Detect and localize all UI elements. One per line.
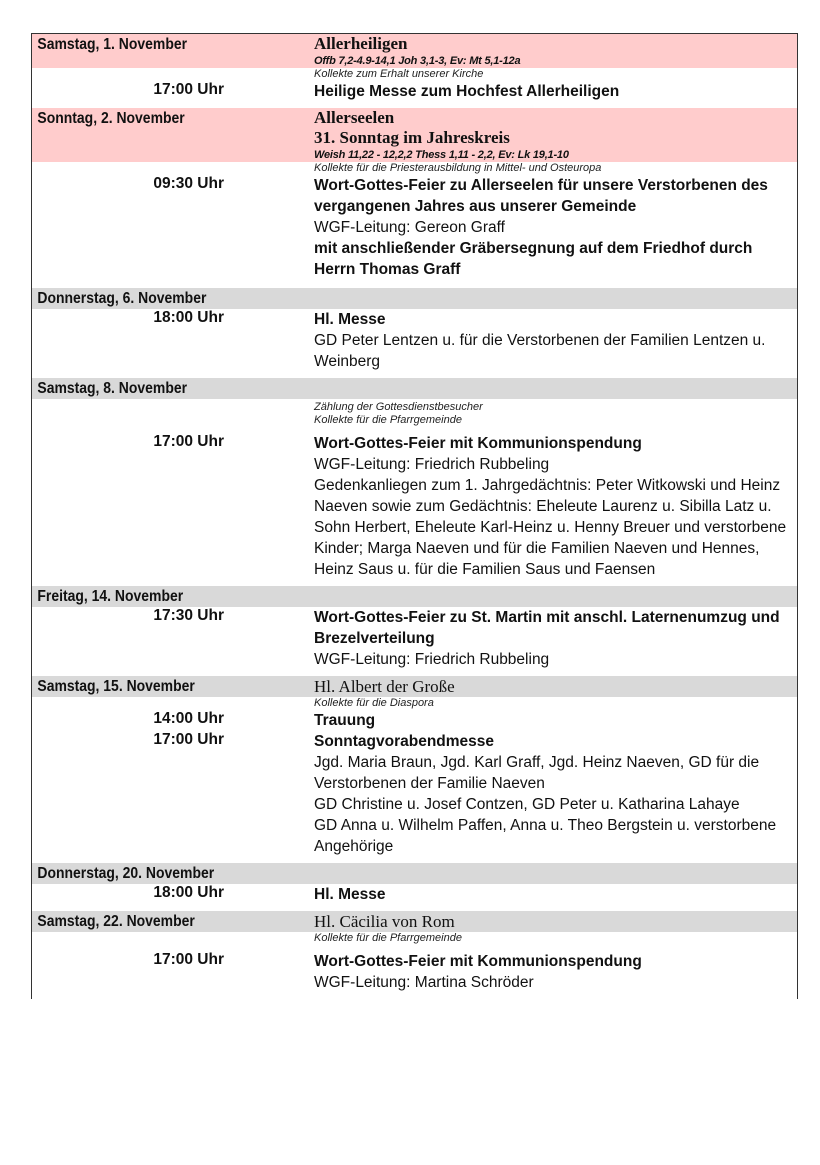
day-body bbox=[32, 399, 797, 427]
day-header bbox=[32, 863, 797, 884]
service-title: Hl. Messe bbox=[314, 886, 386, 903]
service-detail: GD Anna u. Wilhelm Paffen, Anna u. Theo Bergstein u. verstorbene Angehörige bbox=[314, 817, 777, 855]
service-title: Wort-Gottes-Feier zu St. Martin mit anschl. Laternenumzug und Brezelverteilung bbox=[314, 609, 780, 647]
collect-note: Kollekte zum Erhalt unserer Kirche bbox=[314, 68, 484, 80]
service-time: 17:00 Uhr bbox=[153, 433, 224, 450]
feast-title: 31. Sonntag im Jahreskreis bbox=[314, 128, 510, 147]
service-time: 14:00 Uhr bbox=[153, 710, 224, 727]
service-detail: Jgd. Maria Braun, Jgd. Karl Graff, Jgd. Heinz Naeven, GD für die Verstorbenen der Familie Naeven bbox=[314, 754, 760, 792]
collect-note: Kollekte für die Pfarrgemeinde bbox=[314, 414, 462, 426]
service-title: Hl. Messe bbox=[314, 311, 386, 328]
day-body bbox=[32, 932, 797, 945]
service-time: 18:00 Uhr bbox=[153, 309, 224, 326]
service-detail: WGF-Leitung: Gereon Graff bbox=[314, 219, 505, 236]
day-date: Samstag, 1. November bbox=[37, 36, 188, 53]
day-header bbox=[32, 676, 797, 697]
day-header bbox=[32, 378, 797, 399]
service-row bbox=[32, 951, 797, 999]
service-time: 17:30 Uhr bbox=[153, 607, 224, 624]
service-time: 17:00 Uhr bbox=[153, 81, 224, 98]
service-title-continued: mit anschließender Gräbersegnung auf dem Friedhof durch Herrn Thomas Graff bbox=[314, 240, 753, 278]
saint-name: Hl. Albert der Große bbox=[314, 677, 455, 696]
schedule-table bbox=[31, 33, 798, 999]
service-detail: WGF-Leitung: Friedrich Rubbeling bbox=[314, 456, 550, 473]
service-title: Trauung bbox=[314, 712, 376, 729]
day-date: Sonntag, 2. November bbox=[37, 110, 185, 127]
day-header bbox=[32, 34, 797, 68]
day-date: Donnerstag, 20. November bbox=[37, 865, 215, 882]
feast-title: Allerheiligen bbox=[314, 34, 408, 53]
service-detail: GD Peter Lentzen u. für die Verstorbenen der Familien Lentzen u. Weinberg bbox=[314, 332, 766, 370]
service-time: 17:00 Uhr bbox=[153, 731, 224, 748]
readings: Offb 7,2-4.9-14,1 Joh 3,1-3, Ev: Mt 5,1-12a bbox=[314, 55, 521, 67]
service-detail: WGF-Leitung: Martina Schröder bbox=[314, 974, 534, 991]
collect-note: Kollekte für die Pfarrgemeinde bbox=[314, 932, 462, 944]
service-row bbox=[32, 884, 797, 911]
service-row bbox=[32, 607, 797, 676]
service-title: Wort-Gottes-Feier mit Kommunionspendung bbox=[314, 435, 642, 452]
service-row bbox=[32, 309, 797, 378]
service-time: 18:00 Uhr bbox=[153, 884, 224, 901]
service-time: 09:30 Uhr bbox=[153, 175, 224, 192]
service-title: Heilige Messe zum Hochfest Allerheiligen bbox=[314, 83, 620, 100]
day-date: Samstag, 8. November bbox=[37, 380, 188, 397]
day-header bbox=[32, 288, 797, 309]
service-detail: WGF-Leitung: Friedrich Rubbeling bbox=[314, 651, 550, 668]
service-detail: Gedenkanliegen zum 1. Jahrgedächtnis: Peter Witkowski und Heinz Naeven sowie zum Gedächtnis: Eheleute Laurenz u. Sibilla Latz u. Sohn Herbert, Eheleute Karl-Heinz u. Henny Breuer und verstorbene Kinder; Marga Naeven und für die Familien Naeven und Hennes, Heinz Saus u. für die Familien Saus und Faensen bbox=[314, 477, 787, 578]
service-title: Wort-Gottes-Feier zu Allerseelen für unsere Verstorbenen des vergangenen Jahres aus unserer Gemeinde bbox=[314, 177, 768, 215]
collect-note: Zählung der Gottesdienstbesucher bbox=[314, 401, 483, 413]
day-date: Freitag, 14. November bbox=[37, 588, 184, 605]
collect-note: Kollekte für die Priesterausbildung in Mittel- und Osteuropa bbox=[314, 162, 602, 174]
day-date: Samstag, 22. November bbox=[37, 913, 195, 930]
day-header bbox=[32, 911, 797, 932]
service-row bbox=[32, 81, 797, 108]
service-row bbox=[32, 710, 797, 731]
service-title: Sonntagvorabendmesse bbox=[314, 733, 495, 750]
service-title: Wort-Gottes-Feier mit Kommunionspendung bbox=[314, 953, 642, 970]
service-time: 17:00 Uhr bbox=[153, 951, 224, 968]
readings: Weish 11,22 - 12,2,2 Thess 1,11 - 2,2, Ev: Lk 19,1-10 bbox=[314, 149, 569, 161]
day-body bbox=[32, 697, 797, 710]
day-date: Donnerstag, 6. November bbox=[37, 290, 207, 307]
saint-name: Hl. Cäcilia von Rom bbox=[314, 912, 455, 931]
day-header bbox=[32, 108, 797, 162]
collect-note: Kollekte für die Diaspora bbox=[314, 697, 434, 709]
service-detail: GD Christine u. Josef Contzen, GD Peter u. Katharina Lahaye bbox=[314, 796, 740, 813]
feast-title: Allerseelen bbox=[314, 108, 395, 127]
service-row bbox=[32, 731, 797, 863]
service-row bbox=[32, 433, 797, 586]
day-date: Samstag, 15. November bbox=[37, 678, 195, 695]
day-header bbox=[32, 586, 797, 607]
service-row bbox=[32, 175, 797, 288]
